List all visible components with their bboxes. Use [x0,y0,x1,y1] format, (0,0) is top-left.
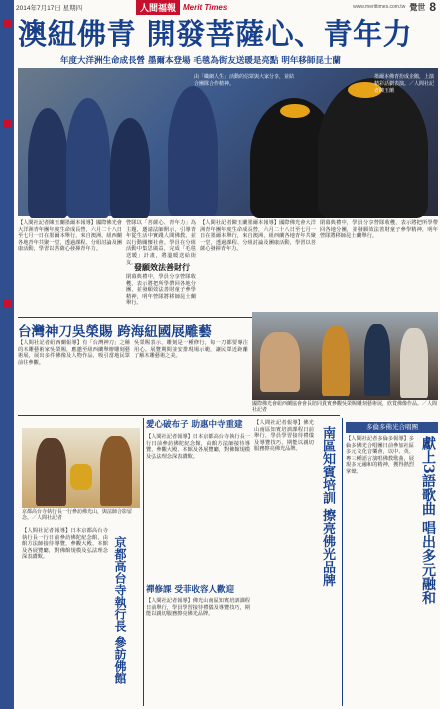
article-paragraph: 【人間社記者報導】佛光山南區知賓培訓課程日前舉行，學員學習接待禮儀及導覽技巧，期能以親切服務擦亮佛光品牌。 [146,598,250,618]
article-column [18,220,122,316]
article-paragraph: 【人間社記者多倫多報導】多倫多佛光合唱團日前參加社區多元文化音樂會，以中、英、粵三種語言演唱佛教歌曲，展現多元融和的精神，獲得熱烈掌聲。 [346,436,414,475]
article-paragraph: 吳榮賜表示，雕刻是一種修行，每一刀都要專注用心。展覽期間並安排現場示範，讓民眾近距離了解木雕藝術之美。 [134,340,248,360]
article-column [134,340,248,414]
story5-vertical-headline: 獻上3語歌曲 唱出多元融和 [420,436,436,605]
newspaper-logo: 人間福報 [136,0,180,15]
article-paragraph: 【人間社記者陳玉蘭墨爾本報導】國際佛光會大洋洲青年團年度生命成長營，六月二十八日至七月一日在墨爾本舉行，來自澳洲、紐西蘭各地青年共聚一堂，透過課程、分組討論及團康活動，學習以菩薩心發揮青年力。 [18,220,122,253]
page-number: 8 [429,0,436,14]
photo-caption: 國際佛光會紐西蘭協會會長陪同貴賓參觀吳榮賜雕刻藝術展，欣賞佛像作品。／人間社記者 [252,401,438,413]
article-column [200,220,316,316]
article-column [126,220,196,266]
article-paragraph: 【人間社記者報導】日本京都高台寺執行長一行日前參訪佛陀紀念館，由館方法師接待導覽，參觀大殿、本館及各展覽廳，對佛館規模及弘法理念深表讚歎。 [146,434,250,460]
left-decorative-strip [0,0,14,709]
photo-figure [322,326,350,396]
penguin-beak [280,104,310,118]
issue-date: 2014年7月17日 星期四 [16,4,83,12]
photo-figure [36,438,66,506]
article-paragraph: 閉幕典禮中，學員分享營隊收穫，表示將把所學帶回各地分團，並發願效法善財童子參學精神，明年營隊將移師昆士蘭舉行。 [320,220,438,240]
article-column [346,436,414,704]
article-paragraph: 【人間社記者報導】佛光山南區知賓培訓課程日前舉行，學員學習接待禮儀及導覽技巧，期能以親切服務擦亮佛光品牌。 [254,420,314,453]
story2-headline: 台灣神刀吳榮賜 跨海紐國展雕藝 [18,324,212,340]
story3-headline: 愛心破布子 助惠中寺重建 [146,420,243,430]
masthead [16,0,440,14]
section-box-label: 多倫多佛光合唱團 [346,422,438,433]
strip-marker [3,20,11,28]
story3-vertical-headline: 京都高台寺執行長 參訪佛館 [113,536,127,685]
article-column [146,598,250,704]
column-divider [342,418,343,706]
website-url: www.merittimes.com.tw [353,4,406,10]
youth-camp-photo [18,68,438,216]
photo-figure [110,118,150,218]
article-column [320,220,438,308]
photo-figure [168,86,218,216]
strip-marker [3,120,11,128]
article-paragraph: 【人間社記者報導】日本京都高台寺執行長一行日前參訪佛陀紀念館，由館方法師接待導覽，參觀大殿、本館及各展覽廳，對佛館規模及弘法理念深表讚歎。 [22,528,108,561]
photo-caption: 墨爾本佛青扮成企鵝，上演精彩話劇表演。／人間社記者陳玉蘭 [374,74,435,94]
photo-figure-penguin [318,78,428,218]
photo-statue [260,332,300,392]
section-name: 覺世 [409,2,426,12]
kyoto-temple-visit-photo [22,428,140,508]
newspaper-logo-en: Merit Times [183,2,228,12]
article-paragraph: 【人間社記者紐西蘭報導】有「台灣神刀」之稱的木雕藝術家吳榮賜，應邀至紐西蘭舉辦雕刻藝術展，展出多件佛像及人物作品，吸引當地民眾前往參觀。 [18,340,130,366]
article-column [254,420,314,704]
photo-caption: 由「織網人生」活動的信眾與大家分享，並結合團隊合作精神。 [194,74,295,87]
photo-figure [66,98,110,218]
photo-figure [400,328,428,398]
article-subheading: 發願效法善財行 [134,262,190,272]
photo-caption: 京都高台寺執行長一行參訪佛光山，與法師合影留念。／人間社記者 [22,509,133,521]
article-column [22,528,108,704]
story4-headline: 禪修課 受菲收容人歡迎 [146,585,234,595]
article-paragraph: 閉幕典禮中，學員分享營隊收穫，表示將把所學帶回各地分團，並發願效法善財童子參學精神，明年營隊將移師昆士蘭舉行。 [126,274,196,307]
strip-marker [3,300,11,308]
article-paragraph: 營隊以「菩薩心、青年力」為主題，邀請法師開示，引導青年從生活中實踐人間佛教，並以行動關懷社會。學員在分組活動中集思廣益，完成「毛毯送暖」計畫，將溫暖送給街友。 [126,220,196,266]
photo-figure [100,436,132,506]
article-column [126,274,196,316]
photo-statue [70,464,92,490]
main-headline: 澳紐佛青 開發菩薩心、青年力 [18,17,413,51]
carving-exhibit-photo [252,312,438,400]
photo-figure [28,108,68,218]
story4-vertical-headline: 南區知賓培訓 擦亮佛光品牌 [320,426,335,587]
main-subhead: 年度大洋洲生命成長營 墨爾本登場 毛毯為街友送暖是亮點 明年移師昆士蘭 [60,56,341,66]
section-divider [18,415,340,416]
column-divider [143,418,144,706]
photo-figure [364,324,390,396]
article-paragraph: 【人間社記者陳玉蘭墨爾本報導】國際佛光會大洋洲青年團年度生命成長營，六月二十八日至七月一日在墨爾本舉行，來自澳洲、紐西蘭各地青年共聚一堂，透過課程、分組討論及團康活動，學習以菩薩心發揮青年力。 [200,220,316,253]
article-column [146,434,250,580]
article-column [18,340,130,414]
